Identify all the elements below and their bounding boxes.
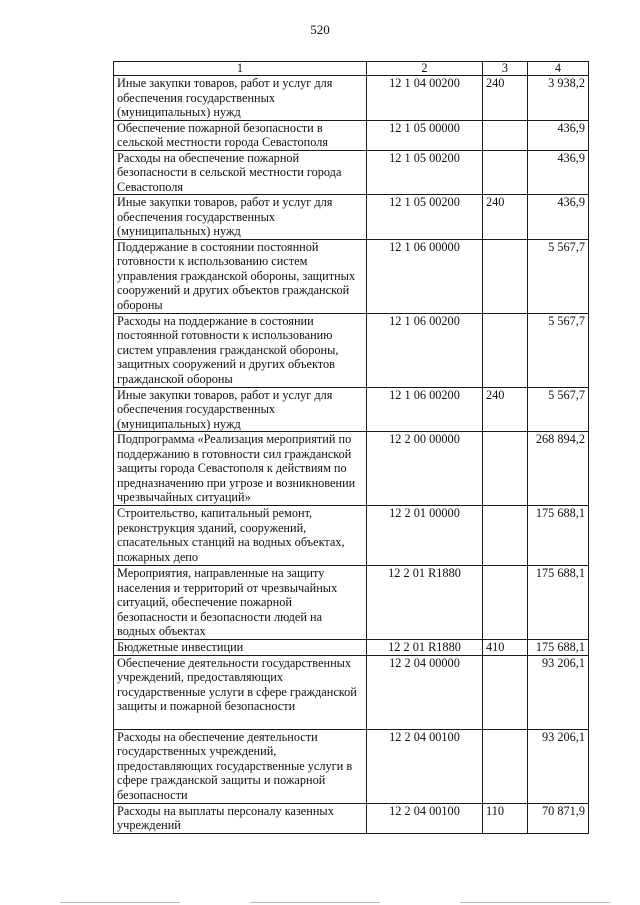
- table-row: [114, 803, 589, 833]
- row-expense-type-cell: 240: [483, 76, 528, 121]
- table-row: [114, 566, 589, 640]
- column-header: 2: [367, 62, 483, 76]
- table-row: [114, 506, 589, 566]
- row-code-cell: 12 2 01 R1880: [367, 566, 483, 640]
- table-row: [114, 150, 589, 195]
- row-code-cell: 12 1 06 00000: [367, 239, 483, 313]
- row-amount-cell: 5 567,7: [528, 239, 589, 313]
- row-name-cell: Расходы на поддержание в состоянии постоянной готовности к использованию систем управления гражданской обороны, защитных сооружений и других объектов гражданской обороны: [114, 313, 367, 387]
- row-code-cell: 12 2 01 00000: [367, 506, 483, 566]
- row-name-cell: Строительство, капитальный ремонт, реконструкция зданий, сооружений, спасательных станций на водных объектах, пожарных депо: [114, 506, 367, 566]
- row-name-cell: Расходы на выплаты персоналу казенных учреждений: [114, 803, 367, 833]
- row-expense-type-cell: [483, 313, 528, 387]
- row-amount-cell: 5 567,7: [528, 313, 589, 387]
- row-code-cell: 12 1 06 00200: [367, 387, 483, 432]
- row-expense-type-cell: 410: [483, 640, 528, 656]
- row-name-cell: Подпрограмма «Реализация мероприятий по поддержанию в готовности сил гражданской защиты города Севастополя к действиям по предназначению при угрозе и возникновении чрезвычайных ситуаций»: [114, 432, 367, 506]
- table-row: [114, 195, 589, 240]
- row-amount-cell: 436,9: [528, 150, 589, 195]
- row-expense-type-cell: [483, 655, 528, 729]
- row-expense-type-cell: [483, 432, 528, 506]
- row-name-cell: Расходы на обеспечение деятельности государственных учреждений, предоставляющих государственные услуги в сфере гражданской защиты и пожарной безопасности: [114, 729, 367, 803]
- column-header: 4: [528, 62, 589, 76]
- row-code-cell: 12 1 05 00200: [367, 150, 483, 195]
- table-row: [114, 387, 589, 432]
- table-row: [114, 640, 589, 656]
- page-number: 520: [310, 22, 330, 37]
- row-expense-type-cell: [483, 566, 528, 640]
- table-row: [114, 655, 589, 729]
- column-header: 3: [483, 62, 528, 76]
- row-expense-type-cell: [483, 239, 528, 313]
- row-name-cell: Поддержание в состоянии постоянной готовности к использованию систем управления гражданской обороны, защитных сооружений и других объектов гражданской обороны: [114, 239, 367, 313]
- row-code-cell: 12 2 04 00100: [367, 729, 483, 803]
- table-body: [114, 76, 589, 834]
- row-amount-cell: 175 688,1: [528, 640, 589, 656]
- row-name-cell: Обеспечение пожарной безопасности в сельской местности города Севастополя: [114, 120, 367, 150]
- column-header: 1: [114, 62, 367, 76]
- budget-table: [113, 61, 589, 834]
- row-amount-cell: 93 206,1: [528, 729, 589, 803]
- row-amount-cell: 436,9: [528, 195, 589, 240]
- row-expense-type-cell: [483, 506, 528, 566]
- row-amount-cell: 175 688,1: [528, 566, 589, 640]
- row-expense-type-cell: 240: [483, 195, 528, 240]
- row-name-cell: Иные закупки товаров, работ и услуг для обеспечения государственных (муниципальных) нужд: [114, 387, 367, 432]
- row-code-cell: 12 1 05 00200: [367, 195, 483, 240]
- row-amount-cell: 3 938,2: [528, 76, 589, 121]
- row-amount-cell: 175 688,1: [528, 506, 589, 566]
- row-expense-type-cell: [483, 150, 528, 195]
- row-name-cell: Иные закупки товаров, работ и услуг для обеспечения государственных (муниципальных) нужд: [114, 76, 367, 121]
- row-name-cell: Иные закупки товаров, работ и услуг для обеспечения государственных (муниципальных) нужд: [114, 195, 367, 240]
- table-row: [114, 729, 589, 803]
- table-row: [114, 313, 589, 387]
- row-code-cell: 12 1 05 00000: [367, 120, 483, 150]
- row-code-cell: 12 1 04 00200: [367, 76, 483, 121]
- row-amount-cell: 268 894,2: [528, 432, 589, 506]
- row-expense-type-cell: [483, 729, 528, 803]
- row-name-cell: Бюджетные инвестиции: [114, 640, 367, 656]
- table-row: [114, 76, 589, 121]
- table-row: [114, 120, 589, 150]
- row-code-cell: 12 2 00 00000: [367, 432, 483, 506]
- row-amount-cell: 5 567,7: [528, 387, 589, 432]
- table-header-row: [114, 62, 589, 76]
- row-amount-cell: 93 206,1: [528, 655, 589, 729]
- table-row: [114, 239, 589, 313]
- row-name-cell: Обеспечение деятельности государственных учреждений, предоставляющих государственные услуги в сфере гражданской защиты и пожарной безопасности: [114, 655, 367, 729]
- row-code-cell: 12 2 04 00000: [367, 655, 483, 729]
- row-amount-cell: 70 871,9: [528, 803, 589, 833]
- row-code-cell: 12 2 04 00100: [367, 803, 483, 833]
- scan-edge-line: [250, 902, 380, 903]
- row-amount-cell: 436,9: [528, 120, 589, 150]
- row-name-cell: Мероприятия, направленные на защиту населения и территорий от чрезвычайных ситуаций, обеспечение пожарной безопасности и безопасности людей на водных объектах: [114, 566, 367, 640]
- row-expense-type-cell: 240: [483, 387, 528, 432]
- row-code-cell: 12 2 01 R1880: [367, 640, 483, 656]
- row-code-cell: 12 1 06 00200: [367, 313, 483, 387]
- row-expense-type-cell: 110: [483, 803, 528, 833]
- row-name-cell: Расходы на обеспечение пожарной безопасности в сельской местности города Севастополя: [114, 150, 367, 195]
- table-row: [114, 432, 589, 506]
- scan-edge-line: [460, 902, 610, 903]
- row-expense-type-cell: [483, 120, 528, 150]
- scan-edge-line: [60, 902, 180, 903]
